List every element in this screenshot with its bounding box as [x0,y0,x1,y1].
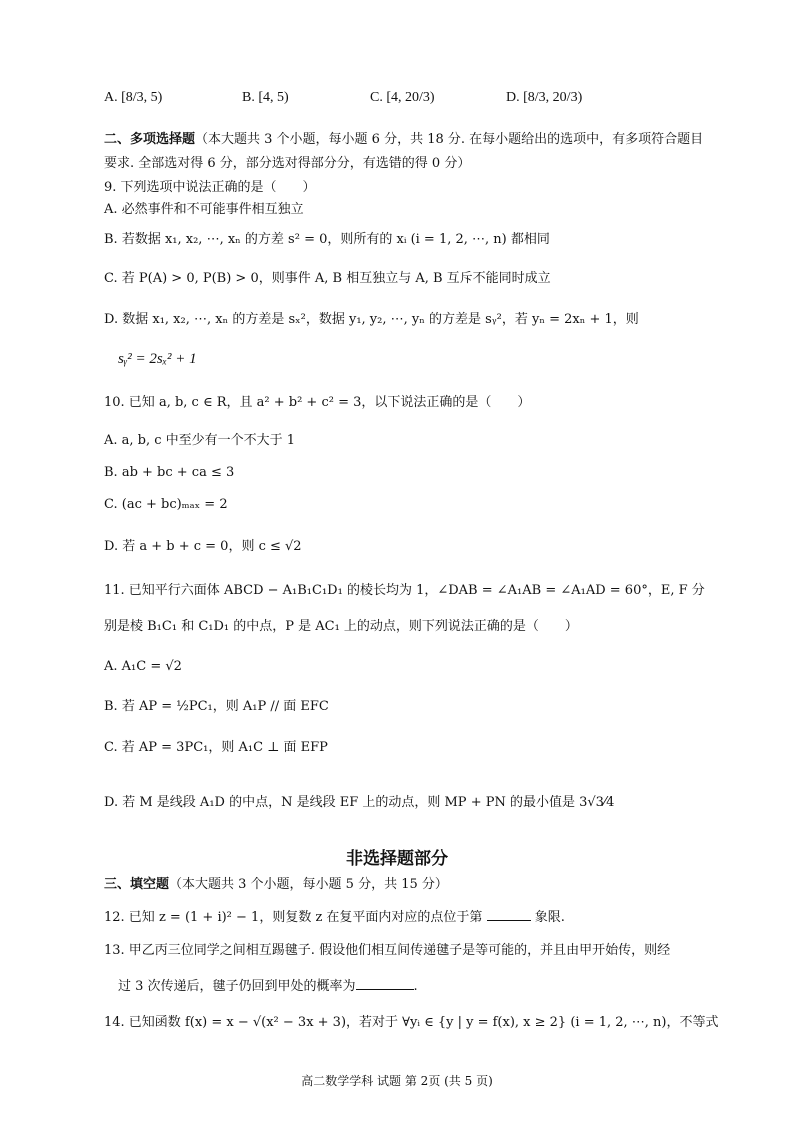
option-a-range [104,90,162,106]
section-title: 二、多项选择题 [104,132,196,147]
q10-option-b: B. ab + bc + ca ≤ 3 [104,465,235,480]
q11-option-a: A. A₁C = √2 [104,659,182,674]
q10-option-c: C. (ac + bc)ₘₐₓ = 2 [104,497,228,512]
section-3-header [104,878,448,891]
option-b-range [242,90,289,106]
q9-option-a: A. 必然事件和不可能事件相互独立 [104,202,304,217]
q12 [104,908,565,924]
q10-option-a: A. a, b, c 中至少有一个不大于 1 [104,433,296,448]
q9-option-d-formula: sᵧ² = 2sₓ² + 1 [118,351,197,367]
q11-option-b: B. 若 AP = ½PC₁，则 A₁P // 面 EFC [104,699,329,714]
q13-line1: 13. 甲乙丙三位同学之间相互踢毽子. 假设他们相互间传递毽子是等可能的，并且由甲开始传，则经 [104,943,671,958]
q14: 14. 已知函数 f(x) = x − √(x² − 3x + 3)，若对于 ∀yᵢ ∈ {y | y = f(x), x ≥ 2} (i = 1, 2, ⋯, n)，不等式 [104,1015,719,1030]
option-math: [8/3, 5) [121,90,163,105]
option-label: A. [104,90,118,105]
option-label: C. [370,90,383,105]
section-title: 三、填空题 [104,877,170,892]
option-math: [8/3, 20/3) [523,90,583,105]
q9-option-b: B. 若数据 x₁, x₂, ⋯, xₙ 的方差 s² = 0，则所有的 xᵢ (i = 1, 2, ⋯, n) 都相同 [104,232,550,247]
q11-option-c: C. 若 AP = 3PC₁，则 A₁C ⊥ 面 EFP [104,740,328,755]
q9-option-d: D. 数据 x₁, x₂, ⋯, xₙ 的方差是 sₓ²，数据 y₁, y₂, ⋯, yₙ 的方差是 sᵧ²，若 yₙ = 2xₙ + 1，则 [104,312,639,327]
q13-text-after: . [413,979,418,994]
option-math: [4, 5) [258,90,289,105]
option-label: D. [506,90,520,105]
option-math: [4, 20/3) [386,90,435,105]
q13-text: 过 3 次传递后，毽子仍回到甲处的概率为 [118,979,356,994]
q11-option-d: D. 若 M 是线段 A₁D 的中点，N 是线段 EF 上的动点，则 MP + PN 的最小值是 3√3⁄4 [104,795,615,810]
option-d-range [506,90,582,106]
q10-stem: 10. 已知 a, b, c ∈ R，且 a² + b² + c² = 3，以下说法正确的是（ ） [104,395,531,410]
option-label: B. [242,90,255,105]
section-desc: （本大题共 3 个小题，每小题 5 分，共 15 分） [169,877,448,892]
answer-blank[interactable] [356,977,414,990]
part-heading: 非选择题部分 [346,849,448,869]
q9-option-c: C. 若 P(A) > 0, P(B) > 0，则事件 A, B 相互独立与 A, B 互斥不能同时成立 [104,271,551,286]
q13-line2 [118,977,418,993]
section-desc: （本大题共 3 个小题，每小题 6 分，共 18 分. 在每小题给出的选项中，有多项符合题目要求. 全部选对得 6 分，部分选对得部分分，有选错的得 0 分） [104,132,704,171]
page-footer: 高二数学学科 试题 第 2页 (共 5 页) [301,1074,493,1088]
q11-stem-line2: 别是棱 B₁C₁ 和 C₁D₁ 的中点，P 是 AC₁ 上的动点，则下列说法正确的是（ ） [104,619,578,634]
q10-option-d: D. 若 a + b + c = 0，则 c ≤ √2 [104,539,302,554]
answer-blank[interactable] [487,908,531,921]
section-2-header [104,128,708,176]
q12-text: 12. 已知 z = (1 + i)² − 1，则复数 z 在复平面内对应的点位于第 [104,910,483,925]
option-c-range [370,90,435,106]
q12-text-after: 象限. [534,910,565,925]
q11-stem-line1: 11. 已知平行六面体 ABCD − A₁B₁C₁D₁ 的棱长均为 1，∠DAB = ∠A₁AB = ∠A₁AD = 60°，E, F 分 [104,583,705,598]
q9-stem: 9. 下列选项中说法正确的是（ ） [104,180,316,195]
